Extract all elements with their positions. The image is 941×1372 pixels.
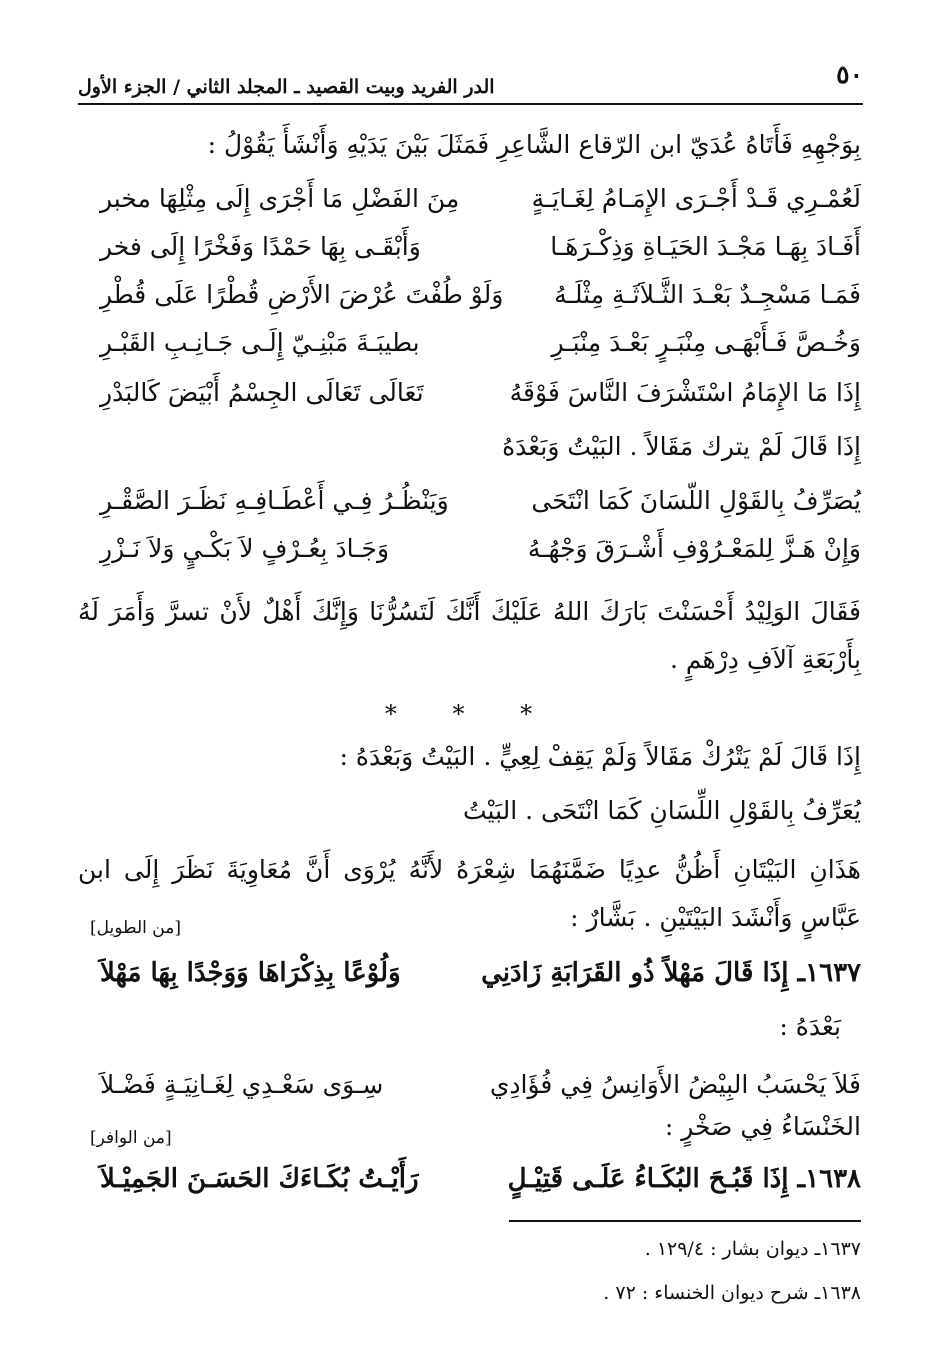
second-hemistich: مِنَ الفَضْلِ مَا أَجْرَى إِلَى مِثْلِهَا مخبر xyxy=(100,184,460,213)
second-hemistich: وَيَنْظُـرُ فِـي أَعْطَـافِـهِ نَظَـرَ الصَّقْـرِ xyxy=(100,486,449,515)
verse-line xyxy=(100,280,861,328)
commentary-paragraph: هَذَانِ البَيْتَانِ أَظُنُّ عدِيًا ضَمَّنَهُمَا شِعْرَهُ لأَنَّهُ يُرْوَى أَنَّ مُعَاوِيَةَ نَظَرَ إِلَى ابن عَبَّاسٍ وَأَنْشَدَ البَيْتَيْنِ . بَشَّارٌ : xyxy=(78,855,861,932)
first-hemistich: ١٦٣٧ـ إِذَا قَالَ مَهْلاً ذُو القَرَابَةِ زَادَنِي xyxy=(481,958,861,988)
verse-1637 xyxy=(100,958,861,1006)
second-hemistich: بطيبَـةَ مَبْنِـيّ إِلَـى جَـانِـبِ القَبْـرِ xyxy=(100,328,420,357)
second-hemistich: وَجَـادَ بِعُـرْفٍ لاَ بَكْـيٍ وَلاَ نَـزْرِ xyxy=(100,534,390,563)
verse-line xyxy=(100,534,861,582)
page-header xyxy=(78,58,863,102)
section-separator: * * * xyxy=(384,700,557,728)
first-hemistich: لَعُمْـرِي قَـدْ أَجْـرَى الإِمَـامُ لِغَـايَـةٍ xyxy=(531,184,861,213)
first-hemistich: فَمَـا مَسْجِـدٌ بَعْـدَ الثَّـلاَثَـةِ مِثْلَـهُ xyxy=(554,280,861,309)
first-hemistich: يُصَرِّفُ بِالقَوْلِ اللّسَانَ كَمَا انْتَحَى xyxy=(531,486,861,515)
meter-label: [من الوافر] xyxy=(90,1128,172,1148)
header-rule xyxy=(78,103,863,105)
second-hemistich: وَلُوْعًا بِذِكْرَاهَا وَوَجْدًا بِهَا مَهْلاَ xyxy=(100,958,401,988)
first-hemistich: ١٦٣٨ـ إِذَا قَبُـحَ البُكَـاءُ عَلَـى قَتِيْـلٍ xyxy=(507,1164,861,1194)
verse-line xyxy=(100,1070,861,1118)
prose-line: إِذَا قَالَ لَمْ يترك مَقَالاً . البَيْتُ وَبَعْدَهُ xyxy=(502,432,861,461)
verse-line xyxy=(100,232,861,280)
meter-label: [من الطويل] xyxy=(90,918,181,938)
prose-line: يُعَرِّفُ بِالقَوْلِ اللِّسَانِ كَمَا انْتَحَى . البَيْتُ xyxy=(463,796,861,825)
page-number: ٥٠ xyxy=(836,60,863,89)
second-hemistich: وَلَوْ طُفْتَ عُرْضَ الأَرْضِ قُطْرًا عَلَى قُطْرِ xyxy=(100,280,504,309)
running-title: الدر الفريد وبيت القصيد ـ المجلد الثاني / الجزء الأول xyxy=(78,76,495,98)
prose-line: إِذَا قَالَ لَمْ يَتْرُكْ مَقَالاً وَلَمْ يَقِفْ لِعِيٍّ . البَيْتُ وَبَعْدَهُ : xyxy=(339,742,861,771)
second-hemistich: تَعَالَى تَعَالَى الجِسْمُ أَبْيَضَ كَالبَدْرِ xyxy=(100,378,424,407)
closing-paragraph: فَقَالَ الوَلِيْدُ أَحْسَنْتَ بَارَكَ اللهُ عَلَيْكَ أَنَّكَ لَتَسُرُّنَا وَإِنَّكَ أَهْلٌ لأَنْ تسرَّ وَأَمَرَ لَهُ بِأَرْبَعَةِ آلاَفِ دِرْهَمٍ . xyxy=(78,597,861,674)
verse-1638 xyxy=(100,1164,861,1212)
verse-line xyxy=(100,486,861,534)
second-hemistich: وَأَبْقَـى بِهَا حَمْدًا وَفَخْرًا إِلَى فخر xyxy=(100,232,421,261)
second-hemistich: سِـوَى سَعْـدِي لِغَـانِيَـةٍ فَضْـلاَ xyxy=(100,1070,384,1099)
footnote: ١٦٣٧ـ ديوان بشار : ١٢٩/٤ . xyxy=(644,1238,861,1260)
second-hemistich: رَأَيْـتُ بُكَـاءَكَ الحَسَـنَ الجَمِيْـلاَ xyxy=(100,1164,419,1194)
verse-line xyxy=(100,378,861,426)
first-hemistich: أَفَـادَ بِهَـا مَجْـدَ الحَيَـاةِ وَذِكْـرَهَـا xyxy=(550,232,861,261)
first-hemistich: إِذَا مَا الإِمَامُ اسْتَشْرَفَ النَّاسَ فَوْقَهُ xyxy=(509,378,861,407)
prose-line: بَعْدَهُ : xyxy=(779,1012,841,1041)
verse-line xyxy=(100,184,861,232)
intro-line: بِوَجْهِهِ فَأَتَاهُ عُدَيّ ابن الرّقاع الشَّاعِرِ فَمَثَلَ بَيْنَ يَدَيْهِ وَأَنْشَأَ يَقُوْلُ : xyxy=(207,130,861,159)
footnote: ١٦٣٨ـ شرح ديوان الخنساء : ٧٢ . xyxy=(603,1282,861,1304)
first-hemistich: فَلاَ يَحْسَبُ البِيْضُ الأَوَانِسُ فِي فُؤَادِي xyxy=(489,1070,861,1099)
first-hemistich: وَخُـصَّ فَـأَبْهَـى مِنْبَـرٍ بَعْـدَ مِنْبَـرِ xyxy=(551,328,861,357)
verse-line xyxy=(100,328,861,376)
first-hemistich: وَإِنْ هَـزَّ لِلمَعْـرُوْفِ أَشْـرَقَ وَجْهُـهُ xyxy=(527,534,861,563)
prose-line: الخَنْسَاءُ فِي صَخْرٍ : xyxy=(664,1112,861,1141)
footnote-rule xyxy=(509,1220,861,1222)
